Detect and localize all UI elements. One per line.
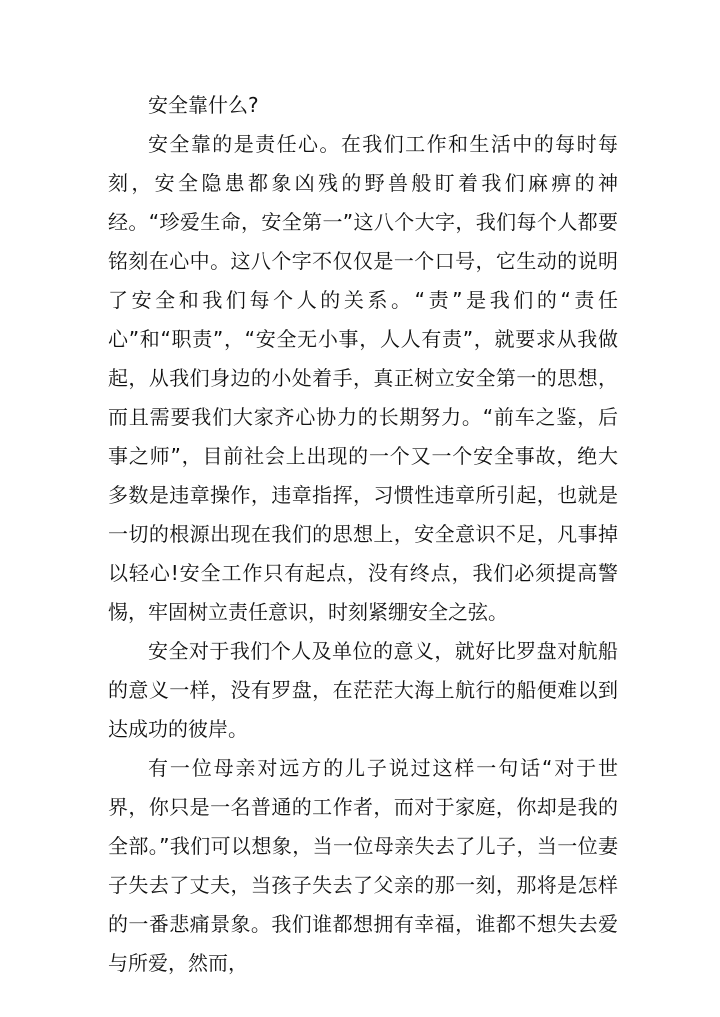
paragraph-compass: 安全对于我们个人及单位的意义，就好比罗盘对航船的意义一样，没有罗盘，在茫茫大海上航行的船便难以到达成功的彼岸。 (108, 639, 618, 741)
paragraph-responsibility: 安全靠的是责任心。在我们工作和生活中的每时每刻，安全隐患都象凶残的野兽般盯着我们麻痹的神经。“珍爱生命，安全第一”这八个大字，我们每个人都要铭刻在心中。这八个字不仅仅是一个口号，它生动的说明了安全和我们每个人的关系。“责”是我们的“责任心”和“职责”，“安全无小事，人人有责”，就要求从我做起，从我们身边的小处着手，真正树立安全第一的思想，而且需要我们大家齐心协力的长期努力。“前车之鉴，后事之师”，目前社会上出现的一个又一个安全事故，绝大多数是违章操作，违章指挥，习惯性违章所引起，也就是一切的根源出现在我们的思想上，安全意识不足，凡事掉以轻心!安全工作只有起点，没有终点，我们必须提高警惕，牢固树立责任意识，时刻紧绷安全之弦。 (108, 132, 618, 624)
question-heading: 安全靠什么? (148, 93, 259, 117)
paragraph-mother: 有一位母亲对远方的儿子说过这样一句话“对于世界，你只是一名普通的工作者，而对于家庭，你却是我的全部。”我们可以想象，当一位母亲失去了儿子，当一位妻子失去了丈夫，当孩子失去了父亲的那一刻，那将是怎样的一番悲痛景象。我们谁都想拥有幸福，谁都不想失去爱与所爱，然而， (108, 756, 618, 975)
document-body (108, 86, 618, 983)
